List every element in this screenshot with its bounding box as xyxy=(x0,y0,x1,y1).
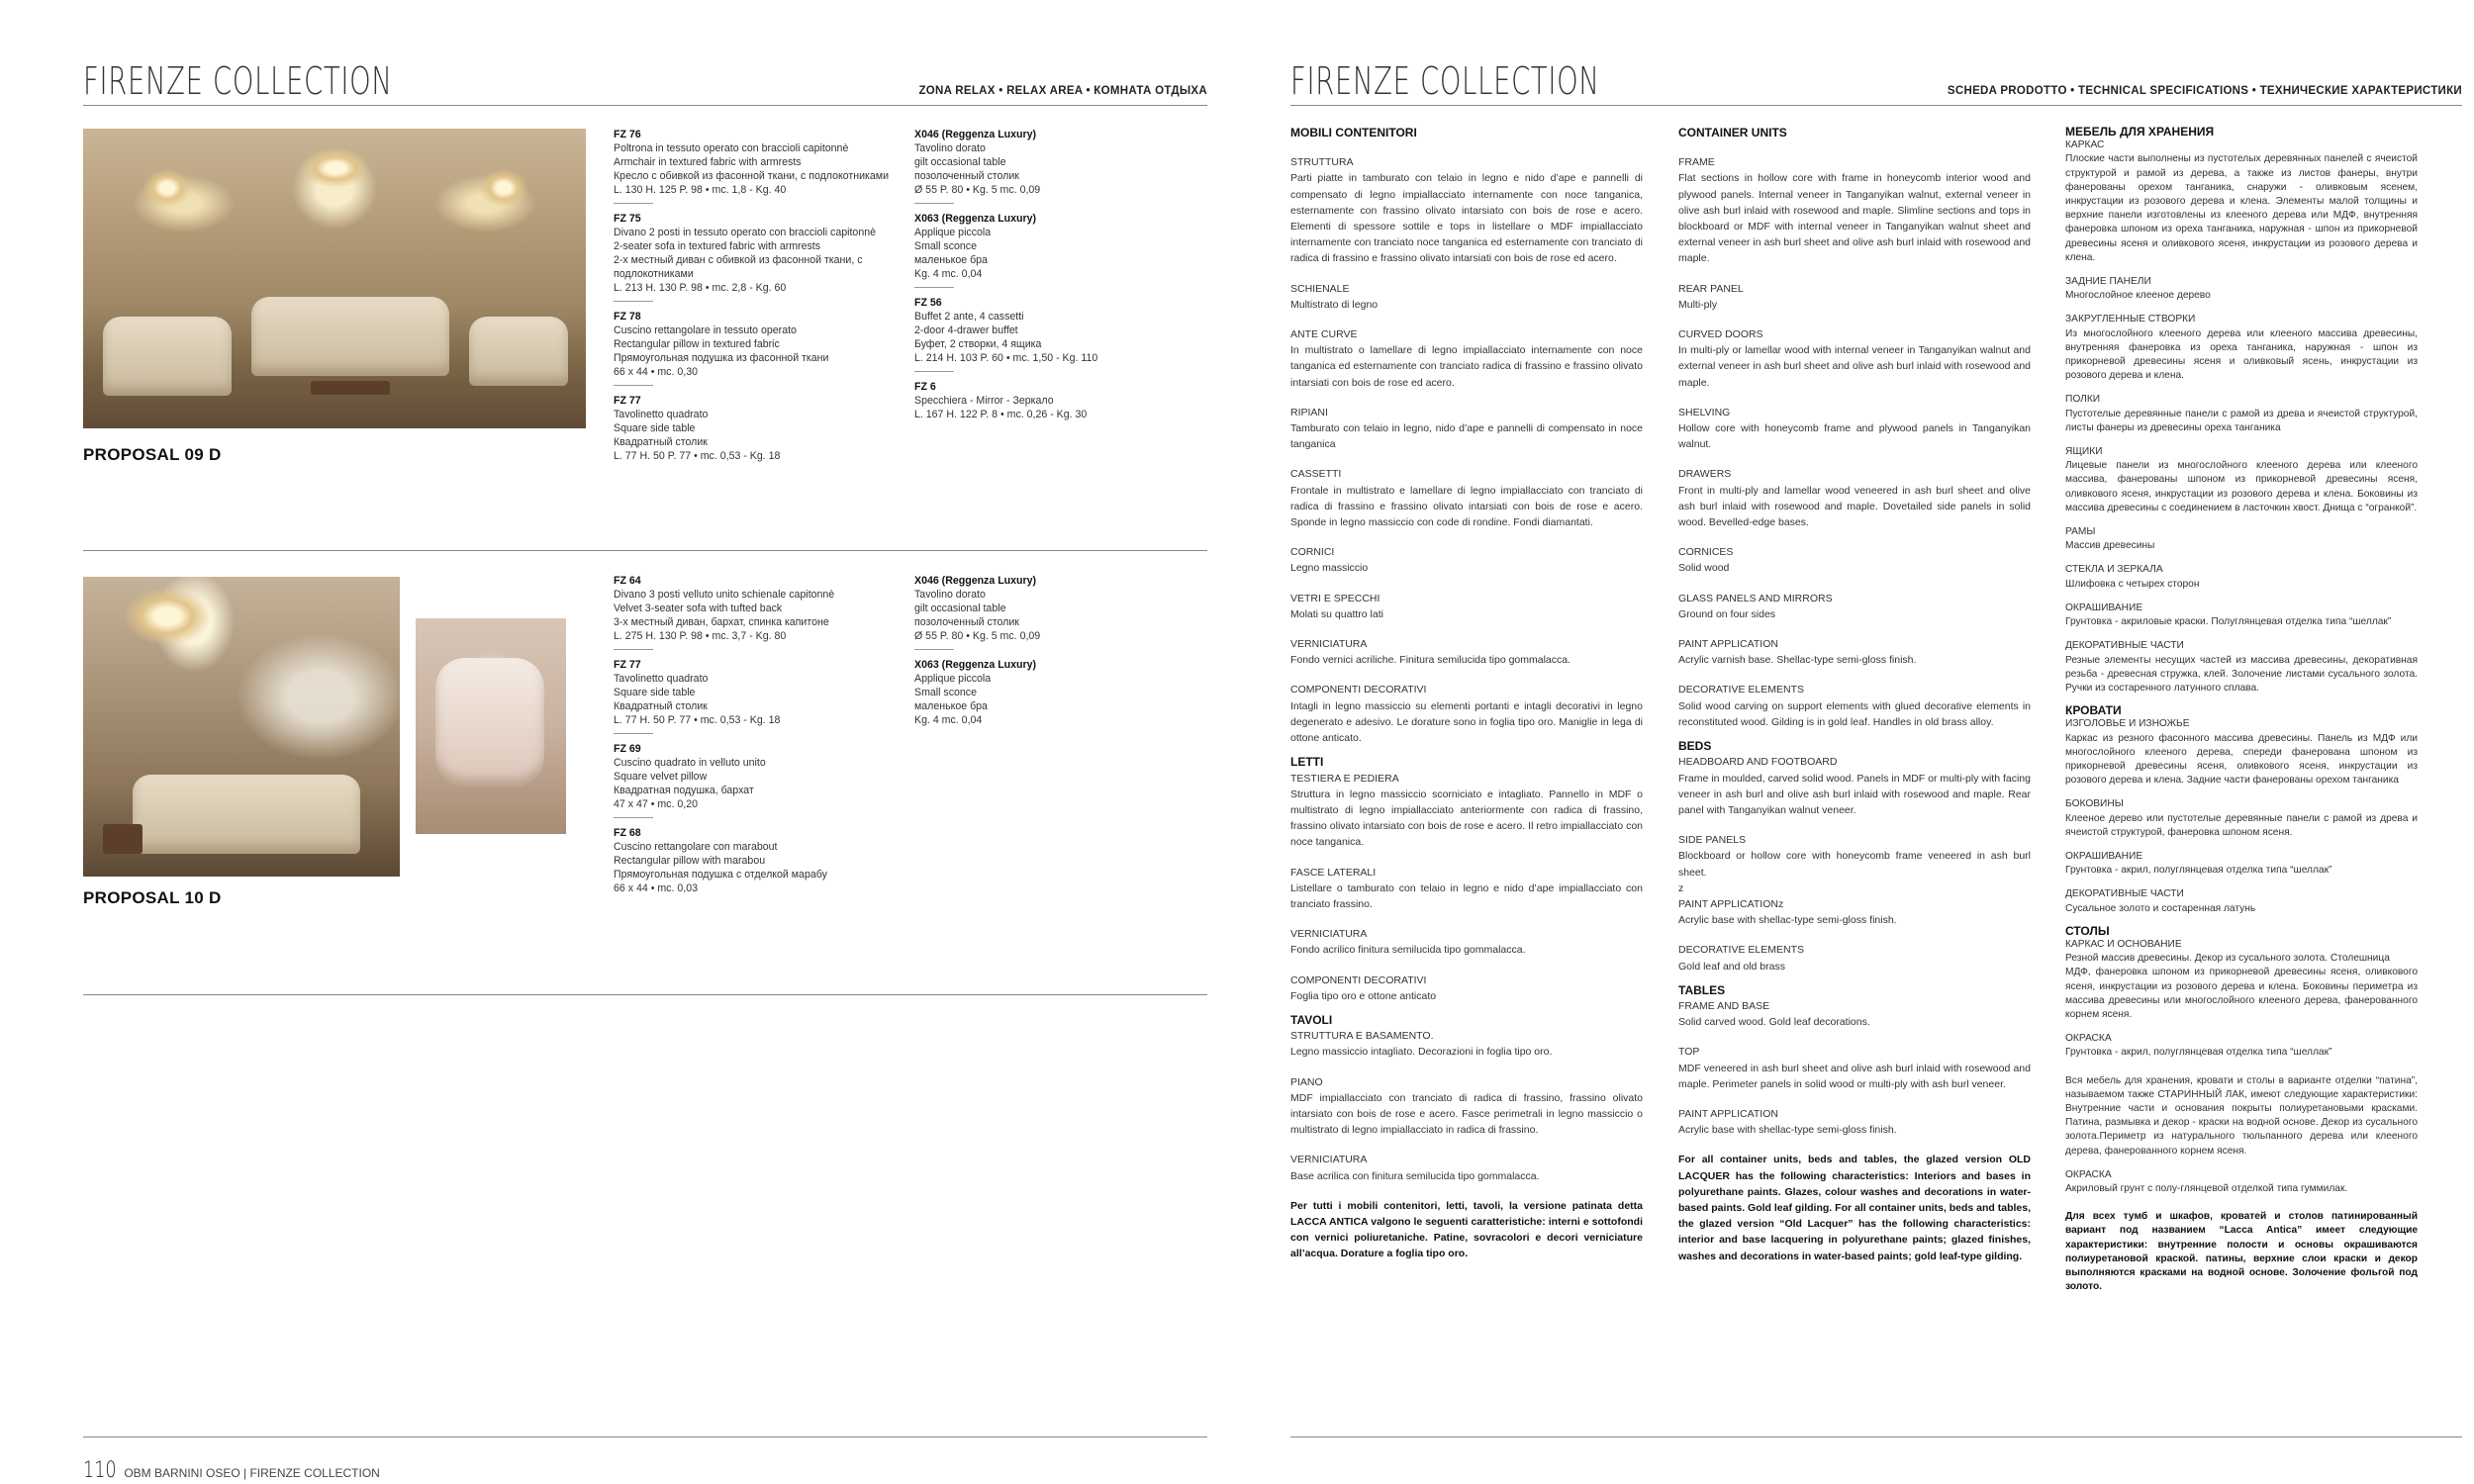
spec-heading: МЕБЕЛЬ ДЛЯ ХРАНЕНИЯ xyxy=(2065,125,2215,139)
spec-subheading: ИЗГОЛОВЬЕ И ИЗНОЖЬЕ xyxy=(2065,718,2190,730)
product-description-line: gilt occasional table xyxy=(914,603,1006,614)
product-description-line: позолоченный столик xyxy=(914,616,1019,628)
product-description-line: Buffet 2 ante, 4 cassetti xyxy=(914,311,1024,323)
chandelier xyxy=(301,148,370,188)
product-description-line: L. 214 H. 103 P. 60 • mc. 1,50 - Kg. 110 xyxy=(914,352,1098,364)
spec-text: Molati su quattro lati xyxy=(1290,607,1383,620)
spec-text: Грунтовка - акрил, полуглянцевая отделка типа “шеллак” xyxy=(2065,1047,2332,1059)
spec-text: Listellare o tamburato con telaio in legno e nido d’ape impiallacciato con tranciato frassino. xyxy=(1290,881,1643,910)
product-description-line: Ø 55 P. 80 • Kg. 5 mc. 0,09 xyxy=(914,630,1041,642)
collection-title: FIRENZE COLLECTION xyxy=(1290,59,1600,103)
right-page xyxy=(1237,0,2474,1484)
spec-column-english xyxy=(1678,125,2031,1264)
spec-subheading: PAINT APPLICATION xyxy=(1678,638,1778,651)
product-entry xyxy=(614,212,910,302)
product-code: FZ 68 xyxy=(614,827,641,839)
entry-separator xyxy=(614,733,653,734)
product-code: FZ 76 xyxy=(614,129,641,140)
product-description-line: L. 275 H. 130 P. 98 • mc. 3,7 - Kg. 80 xyxy=(614,630,787,642)
product-description-line: Armchair in textured fabric with armrests xyxy=(614,156,802,168)
product-description-line: 66 x 44 • mc. 0,03 xyxy=(614,882,698,894)
spec-text: Грунтовка - акриловые краски. Полуглянцевая отделка типа “шеллак” xyxy=(2065,616,2392,628)
spec-subheading: FASCE LATERALI xyxy=(1290,866,1377,879)
spec-subheading: CURVED DOORS xyxy=(1678,328,1763,341)
product-description-line: Буфет, 2 створки, 4 ящика xyxy=(914,338,1042,350)
spec-text: Резной массив древесины. Декор из сусального золота. Столешница xyxy=(2065,953,2390,965)
spec-text: Fondo vernici acriliche. Finitura semilucida tipo gommalacca. xyxy=(1290,654,1571,667)
spec-subheading: DRAWERS xyxy=(1678,468,1732,481)
product-entry xyxy=(914,658,1211,727)
product-description-line: Kg. 4 mc. 0,04 xyxy=(914,714,983,726)
spec-subheading: CORNICI xyxy=(1290,546,1335,559)
spec-heading: CONTAINER UNITS xyxy=(1678,126,1787,139)
spec-subheading: SCHIENALE xyxy=(1290,282,1350,295)
spec-text: Грунтовка - акрил, полуглянцевая отделка типа “шеллак” xyxy=(2065,865,2332,877)
spec-subheading: ОКРАШИВАНИЕ xyxy=(2065,850,2143,862)
spec-subheading: CORNICES xyxy=(1678,546,1734,559)
spec-subheading: ЗАДНИЕ ПАНЕЛИ xyxy=(2065,276,2151,288)
product-description-line: Прямоугольная подушка из фасонной ткани xyxy=(614,352,829,364)
proposal-label: PROPOSAL 10 D xyxy=(83,888,222,907)
spec-text: Base acrilica con finitura semilucida tipo gommalacca. xyxy=(1290,1169,1540,1182)
sofa xyxy=(133,775,360,854)
spec-subheading: CASSETTI xyxy=(1290,468,1342,481)
product-description-line: L. 213 H. 130 P. 98 • mc. 2,8 - Kg. 60 xyxy=(614,282,787,294)
spec-text: Вся мебель для хранения, кровати и столы в варианте отделки “патина”, называемом также СТАРИННЫЙ ЛАК, имеют следующие характеристики: Внутренние части и основания покрыты полиуретановыми красками. Патина, размывка и декор - краски на водной основе. Декор из сусального золота.Периметр из натурального тюльпанного дерева или клееного дерева, фанерованного корнем ясеня. xyxy=(2065,1074,2418,1157)
sofa xyxy=(251,297,449,376)
product-description-line: L. 130 H. 125 P. 98 • mc. 1,8 - Kg. 40 xyxy=(614,184,787,196)
product-description-line: Divano 3 posti velluto unito schienale capitonnè xyxy=(614,589,835,601)
spec-subheading: GLASS PANELS AND MIRRORS xyxy=(1678,592,1833,604)
product-code: FZ 6 xyxy=(914,381,936,393)
entry-separator xyxy=(914,287,954,288)
spec-subheading: ЯЩИКИ xyxy=(2065,446,2103,458)
product-code: FZ 69 xyxy=(614,743,641,755)
spec-text: Массив древесины xyxy=(2065,540,2155,552)
spec-subheading: VERNICIATURA xyxy=(1290,1154,1368,1166)
pillow-detail-photo xyxy=(416,618,566,834)
spec-text: Каркас из резного фасонного массива древесины. Панель из МДФ или многослойного клееного дерева, спереди фанерована шпоном из прикорневой древесины ясеня, оливкового ясеня, инкрустации из розового дерева и клена. Задние части фанерованы орехом танганика xyxy=(2065,732,2418,787)
product-description-line: 2-seater sofa in textured fabric with armrests xyxy=(614,240,821,252)
product-description-line: Applique piccola xyxy=(914,673,992,685)
spec-subheading: FRAME AND BASE xyxy=(1678,999,1770,1012)
spec-subheading: PAINT APPLICATION xyxy=(1678,1107,1778,1120)
product-entry xyxy=(914,574,1211,650)
spec-text: Flat sections in hollow core with frame in honeycomb interior wood and plywood panels. Internal veneer in Tanganyikan walnut, external veneer in olive ash burl inlaid with rosewood and maple. Slimline sections and tops in blockboard or MDF with internal veneer in Tanganyikan walnut sheet and external veneer in ash burl sheet and olive ash burl inlaid with rosewood and maple. xyxy=(1678,172,2031,265)
product-entry xyxy=(914,128,1211,204)
spec-text: Шлифовка с четырех сторон xyxy=(2065,578,2200,590)
spec-text: Acrylic varnish base. Shellac-type semi-gloss finish. xyxy=(1678,654,1917,667)
spec-text: Legno massiccio xyxy=(1290,562,1369,575)
product-entry xyxy=(614,394,910,463)
product-entry xyxy=(914,212,1211,288)
product-description-line: 2-door 4-drawer buffet xyxy=(914,325,1018,336)
entry-separator xyxy=(614,817,653,818)
spec-text: Frontale in multistrato e lamellare di legno impiallacciato con tranciato di radica di frassino e frassino olivato intarsiati con bois de rose e acero. Sponde in legno massiccio con code di rondine. Fondi diamantati. xyxy=(1290,484,1643,529)
product-description-line: Square side table xyxy=(614,687,696,698)
product-entry xyxy=(614,826,910,895)
spec-text: Резные элементы несущих частей из массива древесины, декоративная резьба - древесная стружка, клей. Золочение листами сусального золота. Ручки из состаренного латунного сплава. xyxy=(2065,654,2418,694)
product-description-line: Tavolino dorato xyxy=(914,142,986,154)
product-description-line: Rectangular pillow with marabou xyxy=(614,855,766,867)
product-entry xyxy=(914,296,1211,372)
product-description-line: Small sconce xyxy=(914,240,977,252)
product-description-line: 47 x 47 • mc. 0,20 xyxy=(614,798,698,810)
product-description-line: Specchiera - Mirror - Зеркало xyxy=(914,395,1054,407)
product-description-line: Cuscino rettangolare con marabout xyxy=(614,841,778,853)
item-list-col1 xyxy=(614,574,910,895)
folio-text: OBM BARNINI OSEO | FIRENZE COLLECTION xyxy=(124,1466,380,1480)
item-list-col2 xyxy=(914,574,1211,727)
collection-title: FIRENZE COLLECTION xyxy=(83,59,393,103)
spec-text: Foglia tipo oro e ottone anticato xyxy=(1290,989,1437,1002)
product-description-line: Cuscino rettangolare in tessuto operato xyxy=(614,325,797,336)
spec-text: PAINT APPLICATIONz xyxy=(1678,897,1784,910)
spec-text: МДФ, фанеровка шпоном из прикорневой древесины ясеня, оливкового ясеня, инкрустации из розового дерева и клена. Боковины периметра из массива древесины или многослойного клееного дерева, фанерованного корнем ясеня. xyxy=(2065,967,2418,1020)
product-description-line: Tavolino dorato xyxy=(914,589,986,601)
product-description-line: 66 x 44 • mc. 0,30 xyxy=(614,366,698,378)
chandelier xyxy=(143,168,192,208)
spec-text: Пустотелые деревянные панели с рамой из древа и ячеистой структурой, листы фанеры из древесины ореха танганика xyxy=(2065,408,2418,433)
product-description-line: Tavolinetto quadrato xyxy=(614,673,709,685)
folio xyxy=(83,1458,380,1483)
entry-separator xyxy=(914,371,954,372)
spec-text: Multi-ply xyxy=(1678,298,1718,311)
proposal-09d-photo xyxy=(83,129,586,428)
product-description-line: Кресло с обивкой из фасонной ткани, с подлокотниками xyxy=(614,170,889,182)
product-description-line: Square velvet pillow xyxy=(614,771,708,783)
spec-subheading: TESTIERA E PEDIERA xyxy=(1290,772,1399,785)
section-title: SCHEDA PRODOTTO • TECHNICAL SPECIFICATIONS • ТЕХНИЧЕСКИЕ ХАРАКТЕРИСТИКИ xyxy=(1947,85,2462,97)
spec-text: Многослойное клееное дерево xyxy=(2065,290,2211,302)
spec-subheading: SIDE PANELS xyxy=(1678,834,1747,847)
product-description-line: маленькое бра xyxy=(914,700,988,712)
entry-separator xyxy=(614,301,653,302)
product-entry xyxy=(614,128,910,204)
product-description-line: L. 77 H. 50 P. 77 • mc. 0,53 - Kg. 18 xyxy=(614,450,781,462)
spec-text: Gold leaf and old brass xyxy=(1678,960,1785,973)
product-entry xyxy=(914,380,1211,421)
spec-subheading: ОКРАШИВАНИЕ xyxy=(2065,602,2143,613)
product-code: FZ 64 xyxy=(614,575,641,587)
spec-text: Fondo acrilico finitura semilucida tipo gommalacca. xyxy=(1290,944,1526,957)
product-code: FZ 78 xyxy=(614,311,641,323)
spec-note: Per tutti i mobili contenitori, letti, tavoli, la versione patinata detta LACCA ANTICA valgono le seguenti caratteristiche: interni e sottofondi con vernici poliuretaniche. Patine, sovracolori e decori verniciature all’acqua. Dorature a foglia tipo oro. xyxy=(1290,1199,1643,1260)
entry-separator xyxy=(614,203,653,204)
spec-subheading: DECORATIVE ELEMENTS xyxy=(1678,944,1804,957)
product-description-line: Rectangular pillow in textured fabric xyxy=(614,338,780,350)
entry-separator xyxy=(914,203,954,204)
spec-subheading: COMPONENTI DECORATIVI xyxy=(1290,974,1427,986)
header-rule xyxy=(1290,105,2462,106)
spec-subheading: КАРКАС И ОСНОВАНИЕ xyxy=(2065,938,2182,950)
spec-text: MDF impiallacciato con tranciato di radica di frassino, frassino olivato intarsiato con bois de rose e acero. Fasce perimetrali in legno massiccio o multistrato di legno impiallacciato in radica di frassino. xyxy=(1290,1091,1643,1137)
chandelier xyxy=(479,168,528,208)
product-description-line: Квадратный столик xyxy=(614,436,708,448)
spec-text: Parti piatte in tamburato con telaio in legno e nido d’ape e pannelli di compensato di legno impiallacciato internamente con noce tanganica, esternamente con frassino olivato intarsiato con bois de rose e acero. Elementi di spessore sottile e tops in listellare o MDF impiallacciato internamente con tranciato noce tanganica ed esternamente con tranciato di radica di frassino e frassino olivato intarsiati con bois de rose ed acero. xyxy=(1290,172,1643,265)
page-number: 110 xyxy=(83,1458,117,1483)
spec-subheading: VETRI E SPECCHI xyxy=(1290,592,1380,604)
spec-subheading: СТЕКЛА И ЗЕРКАЛА xyxy=(2065,564,2163,576)
spec-subheading: PIANO xyxy=(1290,1075,1323,1088)
product-description-line: gilt occasional table xyxy=(914,156,1006,168)
spec-heading: LETTI xyxy=(1290,755,1324,770)
entry-separator xyxy=(614,649,653,650)
product-description-line: Kg. 4 mc. 0,04 xyxy=(914,268,983,280)
spec-subheading: TOP xyxy=(1678,1046,1700,1059)
spec-subheading: DECORATIVE ELEMENTS xyxy=(1678,684,1804,696)
spec-subheading: SHELVING xyxy=(1678,406,1731,418)
spec-text: Сусальное золото и состаренная латунь xyxy=(2065,902,2256,914)
spec-text: In multistrato o lamellare di legno impiallacciato internamente con noce tanganica ed esternamente con tranciato radica di frassino e frassino olivato intarsiati con bois de rose ed acero. xyxy=(1290,344,1643,389)
product-description-line: 3-х местный диван, бархат, спинка капитоне xyxy=(614,616,829,628)
product-description-line: Cuscino quadrato in velluto unito xyxy=(614,757,766,769)
product-description-line: маленькое бра xyxy=(914,254,988,266)
spec-text: Struttura in legno massiccio scorniciato e intagliato. Pannello in MDF o multistrato di legno impiallacciato anteriormente con radica di frassino, frassino olivato intarsiato con bois de rose e acero. Il retro impiallacciato con noce tanganica. xyxy=(1290,788,1643,849)
product-description-line: L. 167 H. 122 P. 8 • mc. 0,26 - Kg. 30 xyxy=(914,409,1088,420)
product-description-line: подлокотниками xyxy=(614,268,694,280)
spec-text: MDF veneered in ash burl sheet and olive ash burl inlaid with rosewood and maple. Perimeter panels in solid wood or multi-ply with ash burl veneer. xyxy=(1678,1062,2031,1090)
footer-rule xyxy=(83,1437,1207,1438)
product-description-line: 2-х местный диван с обивкой из фасонной ткани, с xyxy=(614,254,863,266)
spec-subheading: VERNICIATURA xyxy=(1290,928,1368,941)
spec-text: Solid carved wood. Gold leaf decorations. xyxy=(1678,1016,1870,1029)
product-entry xyxy=(614,742,910,818)
spec-text: Acrylic base with shellac-type semi-gloss finish. xyxy=(1678,914,1897,927)
spec-text: Лицевые панели из многослойного клееного дерева или клееного массива, фанерованы шпоном из прикорневой древесины ясеня, оливкового ясеня, инкрустации из розового дерева и клена. Боковины из массива древесины с соединением в ласточкин хвост. Днища с “огранкой”. xyxy=(2065,460,2418,513)
header-rule xyxy=(83,105,1207,106)
spec-heading: MOBILI CONTENITORI xyxy=(1290,126,1417,139)
spec-heading: TAVOLI xyxy=(1290,1012,1333,1027)
armchair xyxy=(469,317,568,386)
spec-column-italian xyxy=(1290,125,1643,1262)
product-code: FZ 77 xyxy=(614,659,641,671)
spec-heading: TABLES xyxy=(1678,982,1726,997)
proposal-label: PROPOSAL 09 D xyxy=(83,445,222,464)
product-description-line: Квадратный столик xyxy=(614,700,708,712)
product-description-line: Tavolinetto quadrato xyxy=(614,409,709,420)
entry-separator xyxy=(914,649,954,650)
product-code: FZ 77 xyxy=(614,395,641,407)
armchair xyxy=(103,317,232,396)
entry-separator xyxy=(614,385,653,386)
product-entry xyxy=(614,310,910,386)
section-rule xyxy=(83,550,1207,551)
spec-subheading: ОКРАСКА xyxy=(2065,1033,2112,1045)
product-code: X046 (Reggenza Luxury) xyxy=(914,575,1037,587)
spec-text: Solid wood carving on support elements with glued decorative elements in reconstituted wood. Gilding is in gold leaf. Handles in old brass alloy. xyxy=(1678,699,2031,728)
spec-text: z xyxy=(1678,881,1684,894)
spec-text: Ground on four sides xyxy=(1678,607,1776,620)
product-description-line: Velvet 3-seater sofa with tufted back xyxy=(614,603,783,614)
spec-text: Frame in moulded, carved solid wood. Panels in MDF or multi-ply with facing veneer in ash burl and olive ash burl inlaid with rosewood and maple. Rear panel with Tanganyikan walnut veneer. xyxy=(1678,772,2031,816)
section-title: ZONA RELAX • RELAX AREA • КОМНАТА ОТДЫХА xyxy=(918,85,1207,97)
product-description-line: Applique piccola xyxy=(914,227,992,238)
spec-text: Front in multi-ply and lamellar wood veneered in ash burl sheet and olive ash burl inlaid with rosewood and maple. Dovetailed side panels in solid wood. Bevelled-edge bases. xyxy=(1678,484,2031,529)
product-description-line: Poltrona in tessuto operato con braccioli capitonnè xyxy=(614,142,849,154)
item-list-col1 xyxy=(614,128,910,463)
spec-subheading: ДЕКОРАТИВНЫЕ ЧАСТИ xyxy=(2065,888,2184,900)
spec-subheading: БОКОВИНЫ xyxy=(2065,798,2124,810)
spec-subheading: ОКРАСКА xyxy=(2065,1168,2112,1180)
spec-heading: КРОВАТИ xyxy=(2065,703,2122,718)
spec-text: Legno massiccio intagliato. Decorazioni in foglia tipo oro. xyxy=(1290,1046,1553,1059)
spec-subheading: КАРКАС xyxy=(2065,139,2105,151)
product-code: X063 (Reggenza Luxury) xyxy=(914,659,1037,671)
spec-subheading: STRUTTURA E BASAMENTO. xyxy=(1290,1030,1434,1043)
product-code: FZ 56 xyxy=(914,297,942,309)
proposal-10d-photo xyxy=(83,577,400,877)
spec-heading: BEDS xyxy=(1678,739,1712,754)
spec-subheading: RIPIANI xyxy=(1290,406,1328,418)
spec-subheading: FRAME xyxy=(1678,156,1715,169)
spec-text: Tamburato con telaio in legno, nido d’ape e pannelli di compensato in noce tanganica xyxy=(1290,422,1643,451)
spec-column-russian xyxy=(2065,125,2418,1294)
side-table xyxy=(103,824,143,854)
spec-subheading: STRUTTURA xyxy=(1290,156,1354,169)
product-description-line: Квадратная подушка, бархат xyxy=(614,785,754,796)
spec-text: Плоские части выполнены из пустотелых деревянных панелей с ячеистой структурой и рамой из дерева, а также из листов фанеры, внутри фанерованы орехом танганика, снаружи - оливковым ясенем, инкрустации из розового дерева и клена. Элементы малой толщины и верхние панели изготовлены из клееного дерева или МДФ, внутренняя фанеровка шпоном из ореха танганика, наружная - шпон из прикорневой древесины ясеня и оливкового ясеня, инкрустации из розового дерева и клена. xyxy=(2065,153,2418,263)
spec-subheading: COMPONENTI DECORATIVI xyxy=(1290,684,1427,696)
product-code: FZ 75 xyxy=(614,213,641,225)
spec-text: Blockboard or hollow core with honeycomb frame veneered in ash burl sheet. xyxy=(1678,850,2031,879)
spec-text: Acrylic base with shellac-type semi-gloss finish. xyxy=(1678,1124,1897,1137)
product-description-line: Ø 55 P. 80 • Kg. 5 mc. 0,09 xyxy=(914,184,1041,196)
item-list-col2 xyxy=(914,128,1211,421)
spec-subheading: РАМЫ xyxy=(2065,526,2096,538)
side-table xyxy=(311,381,390,395)
spec-subheading: ANTE CURVE xyxy=(1290,328,1358,341)
spec-subheading: REAR PANEL xyxy=(1678,282,1744,295)
spec-text: Клееное дерево или пустотелые деревянные панели с рамой из древа и ячеистой структурой, фанеровка шпоном ясеня. xyxy=(2065,812,2418,838)
spec-text: Multistrato di legno xyxy=(1290,298,1379,311)
product-description-line: L. 77 H. 50 P. 77 • mc. 0,53 - Kg. 18 xyxy=(614,714,781,726)
spec-heading: СТОЛЫ xyxy=(2065,923,2110,938)
pillow xyxy=(435,658,544,787)
spec-note: For all container units, beds and tables, the glazed version OLD LACQUER has the following characteristics: Interiors and bases in polyurethane paints. Glazes, colour washes and decorations in water-based paints. Gold leaf gilding. For all container units, beds and tables, the glazed version “Old Lacquer” has the following characteristics: interior and base lacquering in polyurethane paints; glazed finishes, washes and decorations in water-based paints; gold leaf-type gilding. xyxy=(1678,1154,2031,1262)
product-description-line: Прямоугольная подушка с отделкой марабу xyxy=(614,869,827,881)
spec-subheading: ДЕКОРАТИВНЫЕ ЧАСТИ xyxy=(2065,640,2184,652)
spec-subheading: VERNICIATURA xyxy=(1290,638,1368,651)
spec-text: Акриловый грунт с полу-глянцевой отделкой типа гуммилак. xyxy=(2065,1183,2348,1194)
product-description-line: Small sconce xyxy=(914,687,977,698)
section-rule xyxy=(83,994,1207,995)
spec-text: Hollow core with honeycomb frame and plywood panels in Tanganyikan walnut. xyxy=(1678,422,2031,451)
chandelier xyxy=(123,587,212,646)
spec-note: Для всех тумб и шкафов, кроватей и столов патинированный вариант под названием “Lacca Antica” имеет следующие характеристики: внутренние полости и основы окрашиваются полиуретановой краской. патины, верхние слои краски и декор выполняются красками на водной основе. Золочение фольгой под золото. xyxy=(2065,1211,2418,1293)
product-description-line: Divano 2 posti in tessuto operato con braccioli capitonnè xyxy=(614,227,877,238)
spec-text: Intagli in legno massiccio su elementi portanti e intagli decorativi in legno degenerato e adesivo. Le dorature sono in foglia tipo oro. Maniglie in lega di ottone anticato. xyxy=(1290,699,1643,745)
spec-subheading: ЗАКРУГЛЕННЫЕ СТВОРКИ xyxy=(2065,314,2196,325)
product-entry xyxy=(614,574,910,650)
product-entry xyxy=(614,658,910,734)
spec-subheading: ПОЛКИ xyxy=(2065,394,2101,406)
product-code: X063 (Reggenza Luxury) xyxy=(914,213,1037,225)
spec-text: Solid wood xyxy=(1678,562,1730,575)
product-code: X046 (Reggenza Luxury) xyxy=(914,129,1037,140)
footer-rule xyxy=(1290,1437,2462,1438)
product-description-line: позолоченный столик xyxy=(914,170,1019,182)
spec-text: In multi-ply or lamellar wood with internal veneer in Tanganyikan walnut and external veneer in ash burl sheet and olive ash burl inlaid with rosewood and maple. xyxy=(1678,344,2031,389)
spec-text: Из многослойного клееного дерева или клееного массива древесины, внутренняя фанеровка из ореха танганика, наружная - шпон из прикорневой древесины ясеня и оливковый ясень, инкрустации из розового дерева и клена. xyxy=(2065,327,2418,382)
product-description-line: Square side table xyxy=(614,422,696,434)
spec-subheading: HEADBOARD AND FOOTBOARD xyxy=(1678,756,1838,769)
